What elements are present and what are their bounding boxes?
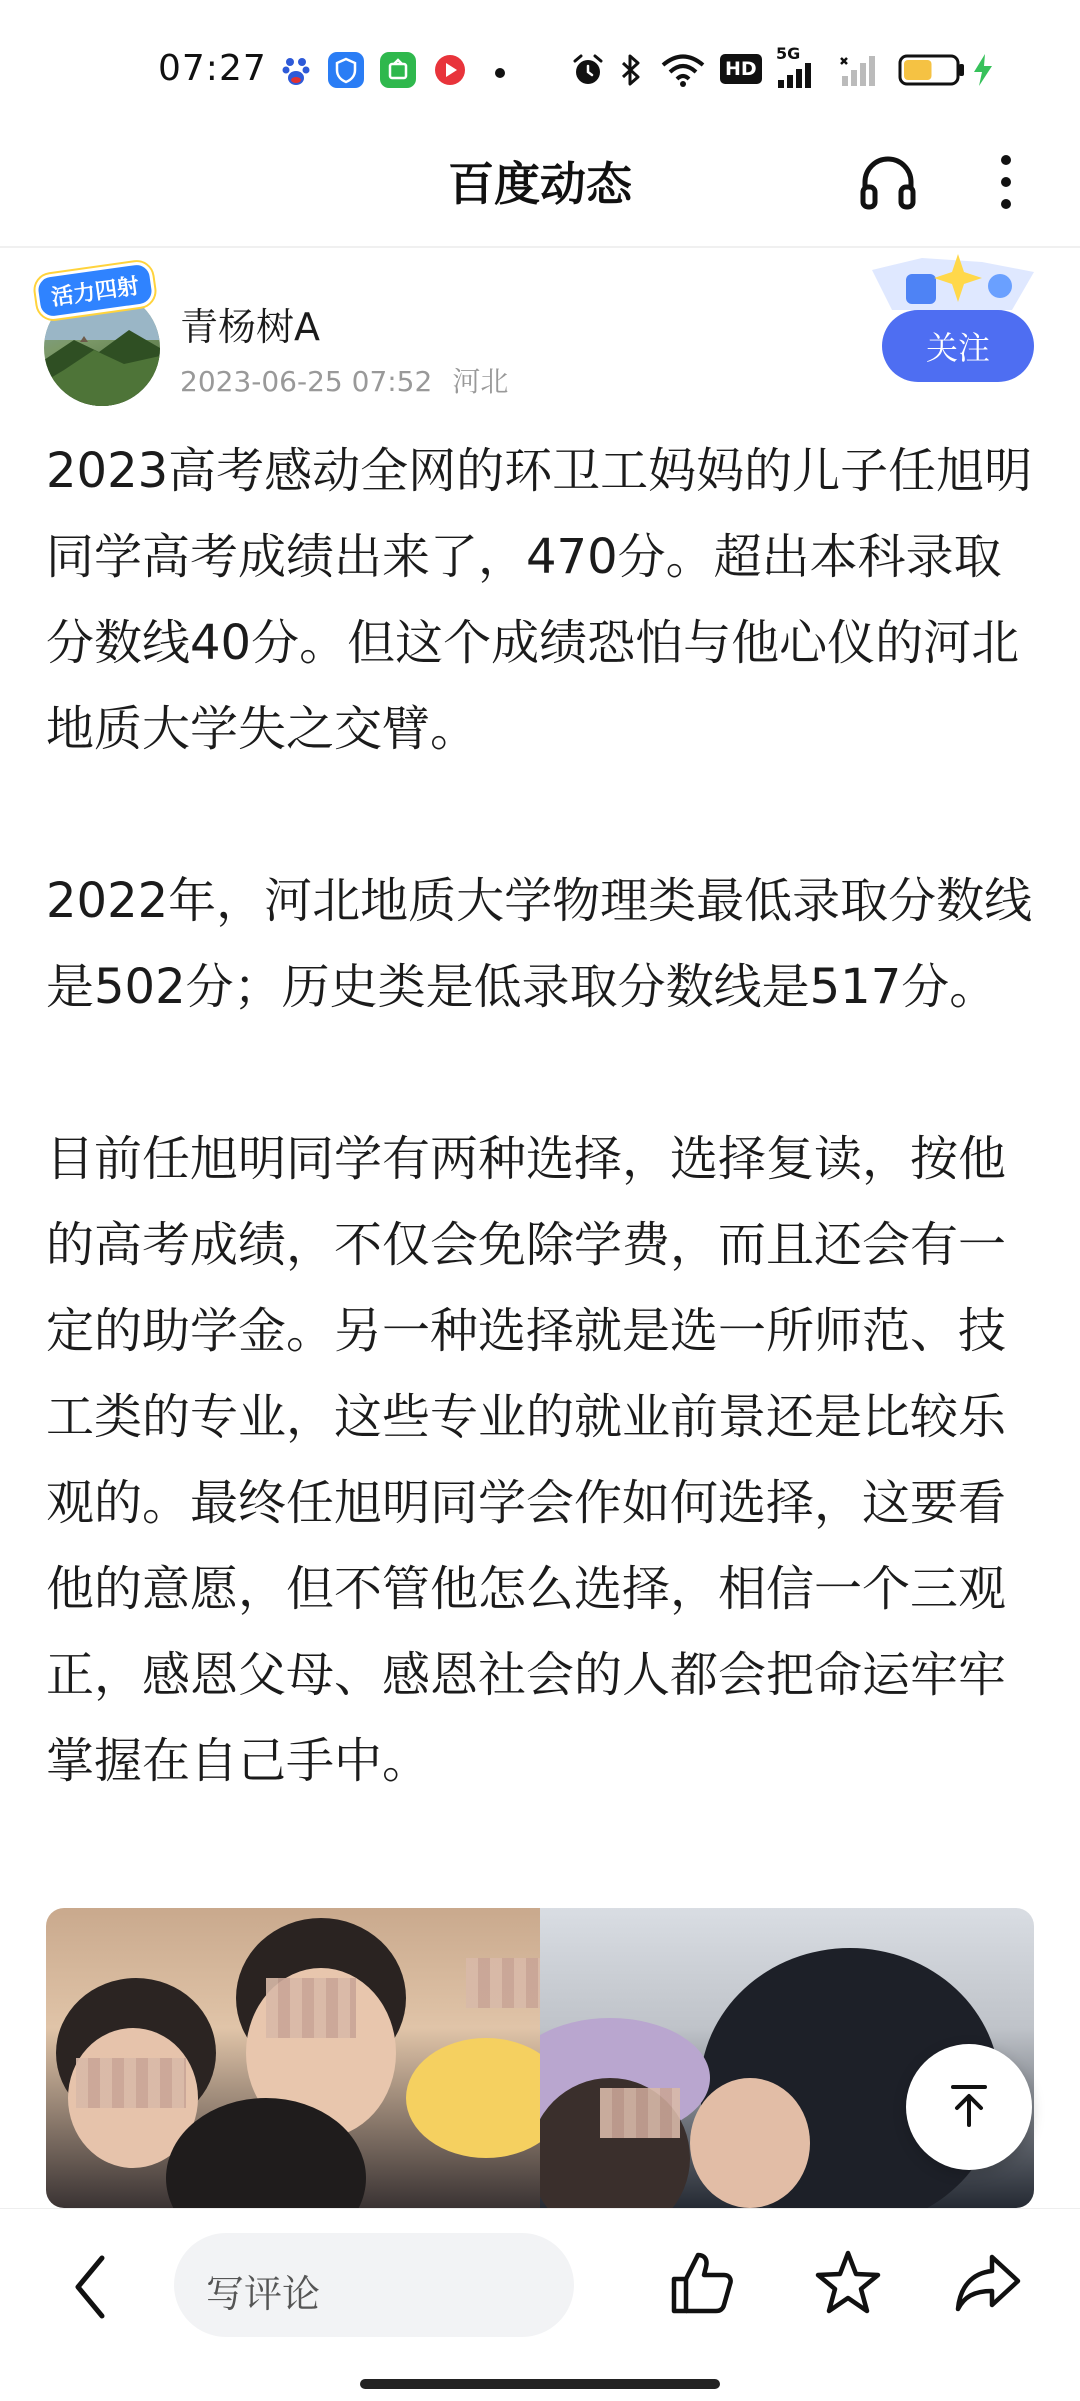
scroll-to-top-button[interactable] [906, 2044, 1032, 2170]
paragraph: 目前任旭明同学有两种选择，选择复读，按他的高考成绩，不仅会免除学费，而且还会有一定的助学金。另一种选择就是选一所师范、技工类的专业，这些专业的就业前景还是比较乐观的。最终任旭明同学会作如何选择，这要看他的意愿，但不管他怎么选择，相信一个三观正，感恩父母、感恩社会的人都会把命运牢牢掌握在自己手中。 [46, 1131, 1007, 1789]
share-arrow-icon [952, 2247, 1024, 2323]
follow-button[interactable]: 关注 [882, 310, 1034, 382]
image-shape [406, 2038, 540, 2158]
headphones-icon [855, 149, 921, 219]
post-date: 2023-06-25 07:52 [180, 365, 433, 398]
post-location: 河北 [452, 365, 509, 398]
network-label: 5G [776, 44, 801, 63]
favorite-button[interactable] [806, 2243, 890, 2327]
avatar-badge: 活力四射 [33, 260, 156, 321]
signal-5g-icon [776, 46, 816, 92]
bottom-bar [0, 2208, 1080, 2401]
hd-icon: HD [720, 54, 762, 84]
mosaic-blur [600, 2088, 680, 2138]
headphones-button[interactable] [848, 144, 928, 224]
paragraph: 2023高考感动全网的环卫工妈妈的儿子任旭明同学高考成绩出来了，470分。超出本科录取分数线40分。但这个成绩恐怕与他心仪的河北地质大学失之交臂。 [46, 443, 1033, 757]
charging-icon [970, 52, 996, 92]
comment-input[interactable] [174, 2233, 574, 2337]
baidu-app-icon [278, 52, 314, 88]
mosaic-blur [76, 2058, 186, 2108]
back-button[interactable] [60, 2249, 120, 2329]
post-image[interactable] [46, 1908, 540, 2208]
mosaic-blur [466, 1958, 540, 2008]
share-button[interactable] [946, 2243, 1030, 2327]
signal-icon [838, 52, 880, 92]
post-images [46, 1908, 1034, 2208]
post-content [46, 428, 1040, 1890]
scroll-top-icon [941, 2077, 997, 2137]
wifi-icon [660, 52, 706, 92]
author-name[interactable]: 青杨树A [180, 305, 320, 349]
home-indicator[interactable] [360, 2379, 720, 2389]
post-meta [180, 360, 508, 400]
image-shape [690, 2078, 810, 2208]
alarm-icon [570, 52, 606, 92]
like-button[interactable] [660, 2243, 744, 2327]
favorite-star-icon [812, 2247, 884, 2323]
page-title: 百度动态 [448, 157, 632, 211]
status-bar [0, 0, 1080, 140]
like-thumb-icon [666, 2247, 738, 2323]
shield-app-icon [328, 52, 364, 88]
paragraph: 2022年，河北地质大学物理类最低录取分数线是502分；历史类是低录取分数线是517分。 [46, 873, 1033, 1015]
mosaic-blur [266, 1978, 356, 2038]
green-app-icon [380, 52, 416, 88]
status-time: 07:27 [158, 48, 267, 89]
video-app-icon [432, 52, 468, 92]
header-divider [0, 246, 1080, 248]
battery-fill [904, 60, 932, 80]
comment-placeholder: 写评论 [206, 2272, 321, 2316]
back-chevron-icon [70, 2252, 110, 2326]
dot-icon [494, 64, 506, 83]
battery-icon [898, 54, 966, 90]
header [0, 140, 1080, 248]
more-button[interactable] [966, 144, 1046, 224]
bluetooth-icon [616, 52, 646, 92]
more-vertical-icon [996, 152, 1016, 216]
